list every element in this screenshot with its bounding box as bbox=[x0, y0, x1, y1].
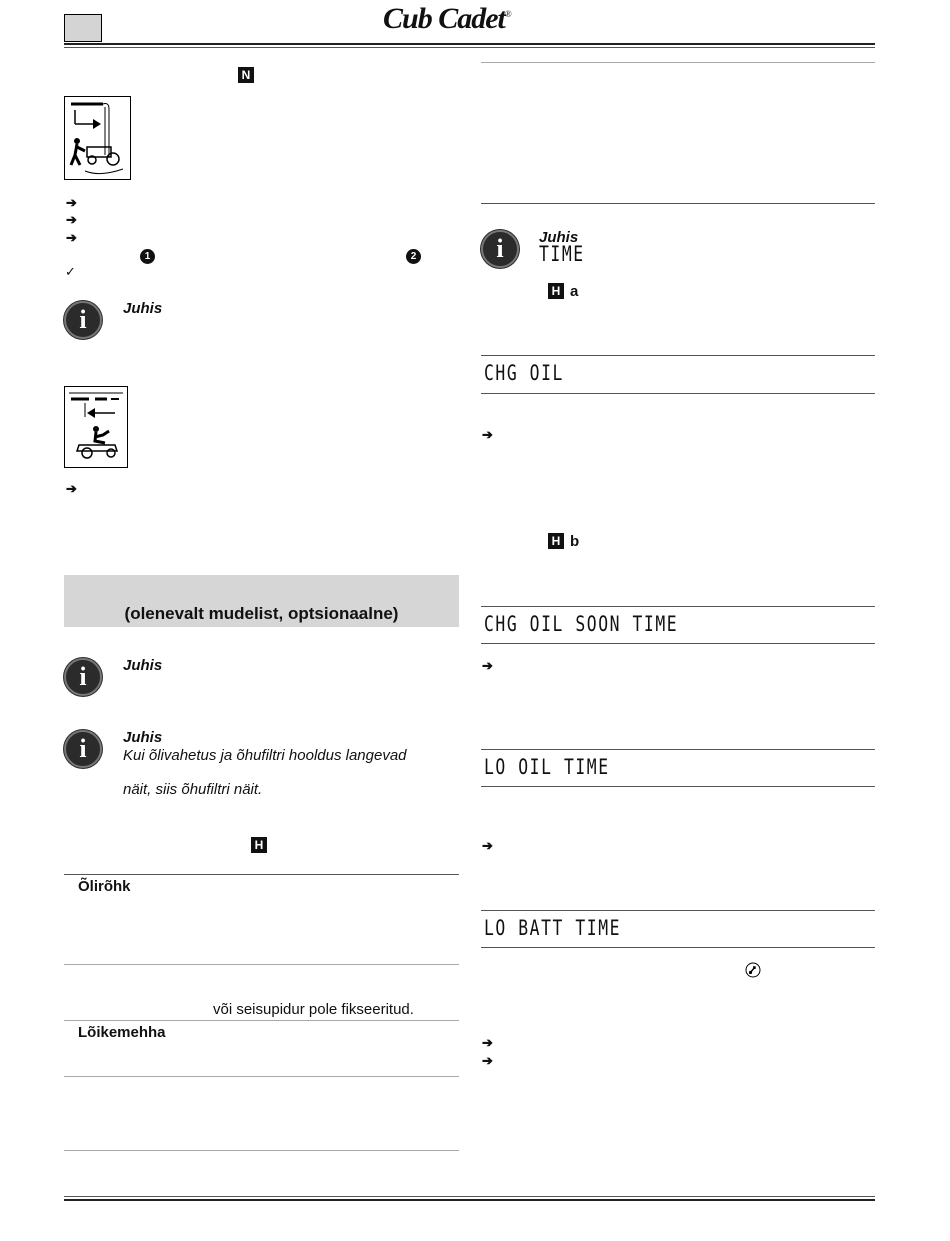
badge-h: H bbox=[548, 283, 564, 299]
table-rule bbox=[64, 1150, 459, 1151]
table-row-label: Õlirõhk bbox=[78, 878, 131, 895]
footer-rule-thin bbox=[64, 1196, 875, 1197]
brand-logo: Cub Cadet® bbox=[383, 2, 511, 35]
lcd-rule bbox=[481, 606, 875, 607]
header-rule bbox=[64, 43, 875, 45]
badge-n: N bbox=[238, 67, 254, 83]
callout-number-1: 1 bbox=[140, 249, 155, 264]
badge-h: H bbox=[251, 837, 267, 853]
note-text: Kui õlivahetus ja õhufiltri hooldus langevad bbox=[123, 747, 407, 764]
footer-rule bbox=[64, 1199, 875, 1201]
ignition-key-icon bbox=[745, 962, 761, 978]
lcd-rule bbox=[481, 643, 875, 644]
lcd-display-text: CHG OIL bbox=[484, 361, 564, 385]
info-icon: i bbox=[481, 230, 519, 268]
lcd-rule bbox=[481, 393, 875, 394]
bullet-arrow: ➔ bbox=[66, 230, 77, 245]
mower-exit-pictogram bbox=[64, 96, 131, 180]
table-rule bbox=[64, 1076, 459, 1077]
lcd-rule bbox=[481, 910, 875, 911]
column-rule bbox=[481, 203, 875, 204]
bullet-arrow: ➔ bbox=[66, 212, 77, 227]
info-icon: i bbox=[64, 658, 102, 696]
note-title: Juhis bbox=[123, 300, 163, 317]
badge-h: H bbox=[548, 533, 564, 549]
bullet-arrow: ➔ bbox=[482, 427, 493, 442]
header-rule-thin bbox=[64, 47, 875, 48]
info-icon: i bbox=[64, 730, 102, 768]
checkmark-icon: ✓ bbox=[65, 264, 76, 279]
lcd-display-text: TIME bbox=[539, 242, 585, 266]
lcd-display-text: LO OIL TIME bbox=[484, 755, 610, 779]
table-row-label: Lõikemehha bbox=[78, 1024, 166, 1041]
bullet-arrow: ➔ bbox=[482, 838, 493, 853]
column-rule bbox=[481, 62, 875, 63]
lcd-rule bbox=[481, 749, 875, 750]
table-rule bbox=[64, 874, 459, 875]
table-rule bbox=[64, 964, 459, 965]
callout-number-2: 2 bbox=[406, 249, 421, 264]
lcd-rule bbox=[481, 355, 875, 356]
section-heading: (olenevalt mudelist, optsionaalne) bbox=[124, 604, 399, 623]
bullet-arrow: ➔ bbox=[482, 1035, 493, 1050]
table-row-text: või seisupidur pole fikseeritud. bbox=[213, 1001, 414, 1018]
lcd-rule bbox=[481, 947, 875, 948]
note-title: Juhis bbox=[539, 229, 579, 246]
figure-letter: a bbox=[570, 283, 579, 300]
bullet-arrow: ➔ bbox=[482, 1053, 493, 1068]
figure-letter: b bbox=[570, 533, 580, 550]
bullet-arrow: ➔ bbox=[482, 658, 493, 673]
note-title: Juhis bbox=[123, 657, 163, 674]
page-number-box bbox=[64, 14, 102, 42]
lcd-rule bbox=[481, 786, 875, 787]
note-text: näit, siis õhufiltri näit. bbox=[123, 781, 263, 798]
note-title: Juhis bbox=[123, 729, 163, 746]
lcd-display-text: CHG OIL SOON TIME bbox=[484, 612, 679, 636]
bullet-arrow: ➔ bbox=[66, 195, 77, 210]
table-rule bbox=[64, 1020, 459, 1021]
info-icon: i bbox=[64, 301, 102, 339]
mower-seat-pictogram bbox=[64, 386, 128, 468]
bullet-arrow: ➔ bbox=[66, 481, 77, 496]
lcd-display-text: LO BATT TIME bbox=[484, 916, 622, 940]
